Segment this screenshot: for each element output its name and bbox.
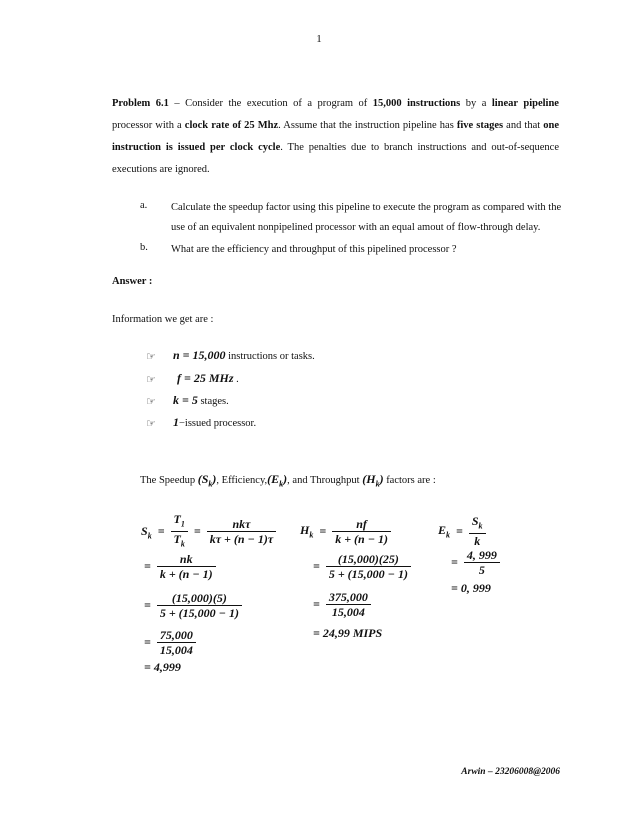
question-text: Calculate the speedup factor using this pipeline to execute the program as compared with the use of an equivalent nonpipelined processor with an equal amout of flow-through delay. [171, 202, 562, 233]
footer-author: Arwin – 23206008@2006 [461, 767, 560, 777]
bullet-item [146, 373, 446, 391]
bullet-item [146, 395, 446, 413]
question-a [140, 200, 562, 240]
page-number: 1 [316, 33, 322, 45]
bullet-item [146, 350, 446, 368]
bullet-item [146, 417, 446, 435]
throughput-step-3: = $\frac{375,000}{15,004}$ [310, 590, 371, 619]
pointing-hand-icon: ☞ [146, 350, 156, 363]
question-text: What are the efficiency and throughput of this pipelined processor ? [171, 244, 457, 255]
speedup-step-3: = $\frac{(15,000)(5)}{5 + (15,000 - 1)}$ [141, 591, 242, 620]
speedup-result: = 4,999 [144, 660, 181, 674]
bullet-math: f = 25 MHz . [177, 371, 239, 385]
info-heading: Information we get are : [112, 314, 214, 325]
throughput-step-2: = $\frac{(15,000)(25)}{5 + (15,000 - 1)}$ [310, 552, 411, 581]
factors-line: The Speedup $(S_k)$, $Efficiency,(E_k)$, and Throughput $(H_k)$ factors are : [140, 472, 436, 489]
pointing-hand-icon: ☞ [146, 395, 156, 408]
answer-heading: Answer : [112, 276, 153, 287]
efficiency-formula: $E_k$ = $\frac{S_k}{k}$ [438, 514, 486, 548]
bullet-math: 1−issued processor. [173, 415, 257, 429]
speedup-step-2: = $\frac{nk}{k + (n - 1)}$ [141, 552, 216, 581]
question-label: a. [140, 200, 148, 211]
bullet-math: n = 15,000 instructions or tasks. [173, 348, 315, 362]
speedup-formula: $S_k$ = $\frac{T_1}{T_k}$ = $\frac{\text{nkτ}}{k\tau + (n - 1)\tau}$ [141, 512, 276, 552]
pointing-hand-icon: ☞ [146, 417, 156, 430]
bullet-math: k = 5 stages. [173, 393, 229, 407]
pointing-hand-icon: ☞ [146, 373, 156, 386]
efficiency-step-2: = $\frac{4, 999}{5}$ [448, 548, 500, 577]
throughput-result: = 24,99 MIPS [313, 626, 383, 640]
throughput-formula: $H_k$ = $\frac{nf}{k + (n - 1)}$ [300, 517, 391, 546]
question-label: b. [140, 242, 148, 253]
problem-statement: Problem 6.1 – Consider the execution of a program of 15,000 instructions by a linear pipeline processor with a clock rate of 25 Mhz. Assume that the instruction pipeline has five stages and that one instruction is issued per clock cycle. The penalties due to branch instructions and out-of-sequence executions are ignored. [112, 98, 559, 175]
speedup-step-4: = $\frac{75,000}{15,004}$ [141, 628, 196, 657]
question-b [140, 242, 562, 262]
efficiency-result: = 0, 999 [451, 581, 491, 595]
